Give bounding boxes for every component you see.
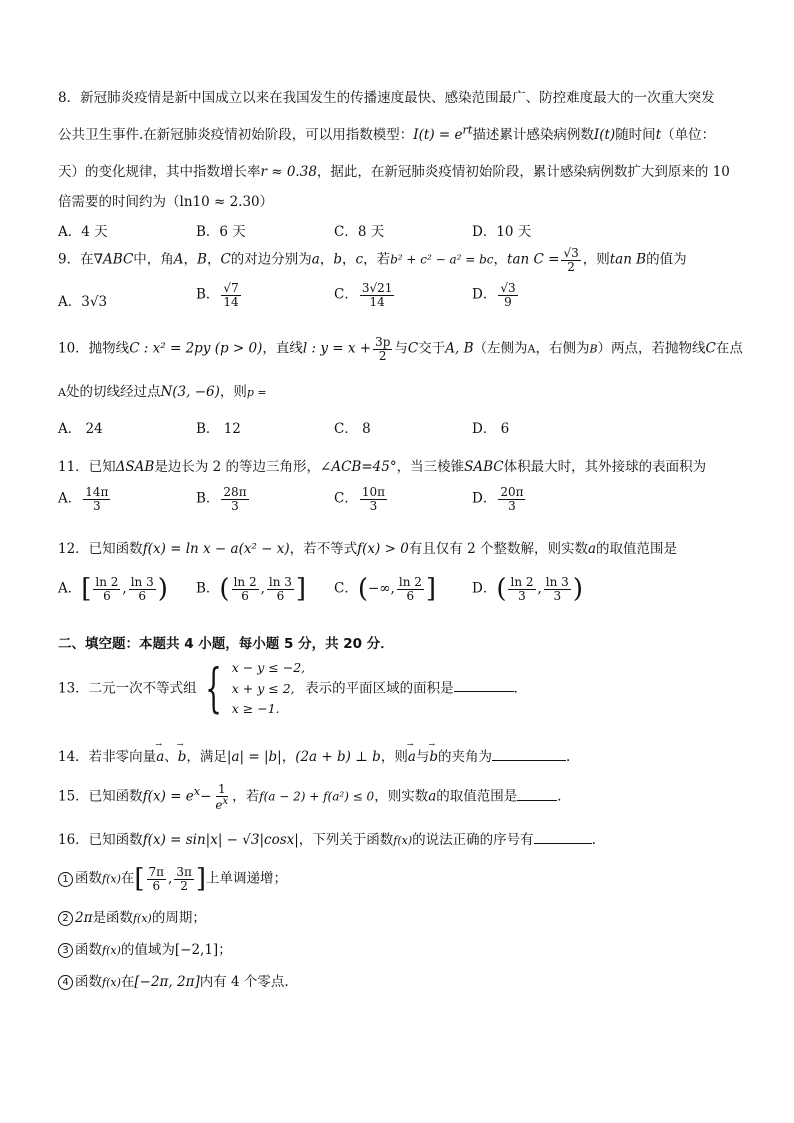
- q8-text: 描述累计感染病例数: [472, 127, 594, 143]
- circled-number-icon: 3: [58, 943, 73, 958]
- option-label: A．: [58, 490, 82, 507]
- frac-den: 6: [406, 588, 415, 603]
- q10-formula: N(3, −6): [160, 384, 220, 400]
- q14-formula: |a| = |b|: [226, 749, 282, 765]
- q14-formula: → b: [429, 749, 438, 765]
- q15-fraction: [213, 783, 230, 811]
- option-fraction: [129, 576, 156, 602]
- frac-num: √3: [563, 246, 579, 260]
- q8-text: ，据此，在新冠肺炎疫情初始阶段，累计感染病例数扩大到原来的 10: [316, 164, 730, 180]
- q14-stem: [58, 745, 570, 765]
- q9-option-d: [472, 282, 520, 308]
- q14-text: 与: [415, 749, 430, 765]
- q16-stem: [58, 828, 596, 848]
- q16-text: 是函数: [92, 910, 133, 926]
- q8-formula-exp: rt: [462, 123, 473, 137]
- frac-den: 2: [378, 348, 387, 363]
- frac-num: ln 3: [130, 575, 154, 589]
- q14-text: 14．若非零向量: [58, 749, 157, 765]
- frac-num: 20π: [500, 485, 524, 499]
- q11-option-c: [334, 486, 389, 512]
- option-label: B．: [196, 286, 220, 303]
- q10-text: ，则: [219, 384, 247, 400]
- q10-line-2: [58, 380, 267, 400]
- q9-formula: C: [220, 251, 231, 268]
- q15-text: ，则实数: [374, 788, 429, 805]
- q12-option-d: D．( $\frac{\ln 2}{3}$ , $\frac{\ln 3}{3}$ ): [472, 574, 583, 605]
- q15-formula: f(a − 2) + f(a²) ≤ 0: [259, 789, 375, 804]
- q16-text: .: [591, 832, 596, 848]
- q16-fraction: [174, 866, 194, 892]
- q9-text: ，: [183, 251, 198, 268]
- bracket: [: [81, 574, 92, 605]
- q12-text: ，若不等式: [289, 541, 358, 557]
- q9-formula: tan C =: [507, 251, 560, 268]
- q10-formula: p =: [246, 386, 267, 399]
- option-label: D．: [472, 286, 497, 303]
- q9-formula: A: [173, 251, 184, 268]
- q9-text: ，: [493, 251, 508, 268]
- circled-number-icon: 1: [58, 872, 73, 887]
- option-fraction: [498, 486, 525, 512]
- q11-formula: SABC: [464, 459, 504, 475]
- q15-formula: a: [428, 788, 437, 805]
- q14-formula: (2a + b) ⊥ b: [295, 749, 381, 765]
- option-label: B．: [196, 580, 220, 597]
- frac-den: 14: [223, 294, 239, 309]
- q10-text: （左侧为: [473, 340, 528, 357]
- q16-statement-2: [58, 906, 206, 926]
- q16-text: ，下列关于函数: [298, 832, 394, 848]
- q10-formula: C: [705, 340, 716, 357]
- q12-text: 的取值范围是: [596, 541, 678, 557]
- q16-statement-3: [58, 938, 232, 958]
- q16-text: 在: [120, 870, 135, 887]
- q8-text: （单位：: [661, 127, 716, 143]
- q12-text: 12．已知函数: [58, 541, 143, 557]
- q13-text: 13．二元一次不等式组: [58, 680, 197, 697]
- option-fraction: [221, 486, 248, 512]
- brace-icon: {: [204, 658, 222, 719]
- q9-formula: c: [355, 251, 364, 268]
- frac-den: 6: [103, 588, 111, 603]
- q16-formula: [−2,1]: [174, 942, 219, 958]
- q9-text: 9．在: [58, 251, 94, 268]
- q13-stem: [58, 658, 527, 720]
- frac-den: 3: [508, 498, 516, 513]
- q11-formula: ∠ACB=45°: [320, 459, 397, 475]
- option-label: A．: [58, 580, 82, 597]
- q9-formula: tan B: [609, 251, 647, 268]
- bracket: (: [219, 574, 230, 605]
- q9-option-b: [196, 282, 243, 308]
- frac-num: 3p: [375, 335, 391, 349]
- frac-den: 6: [241, 588, 249, 603]
- q16-formula: f(x): [132, 912, 152, 925]
- q10-formula: A: [58, 386, 66, 399]
- q10-text: ）两点，若抛物线: [597, 340, 706, 357]
- q10-formula: A: [527, 342, 536, 356]
- frac-num: ln 3: [545, 575, 569, 589]
- q14-text: ，: [281, 749, 296, 765]
- q8-option-c: C．8 天: [334, 224, 385, 240]
- answer-blank[interactable]: [517, 786, 557, 801]
- frac-num: ln 3: [268, 575, 292, 589]
- q16-text: 上单调递增；: [206, 870, 288, 887]
- q8-line-4: [58, 190, 273, 210]
- q9-text: 中，角: [133, 251, 174, 268]
- option-fraction: [498, 282, 517, 308]
- q15-text: ．: [557, 788, 571, 805]
- q16-text: 16．已知函数: [58, 832, 143, 848]
- q8-line-2: [58, 123, 715, 143]
- q9-formula: b: [333, 251, 343, 268]
- q11-text: 是边长为 2 的等边三角形，: [154, 459, 321, 475]
- q14-text: .: [566, 749, 571, 765]
- bracket: ): [572, 574, 583, 605]
- q9-text: ，: [319, 251, 334, 268]
- q8-line-1: [58, 86, 715, 106]
- q14-text: 、: [164, 749, 178, 765]
- q16-text: ；: [218, 942, 232, 958]
- frac-num: ln 2: [398, 575, 422, 589]
- inequality-row: x + y ≤ 2,: [231, 680, 295, 696]
- q9-text: ，则: [582, 251, 610, 268]
- q8-text: 倍需要的时间约为（: [58, 194, 180, 210]
- q10-text: 交于: [418, 340, 446, 357]
- q13-text: ．: [513, 680, 528, 697]
- option-fraction: [83, 486, 110, 512]
- answer-blank[interactable]: [534, 829, 592, 844]
- frac-num: 28π: [223, 485, 247, 499]
- option-label: B．: [196, 490, 220, 507]
- q10-text: 处的切线经过点: [65, 384, 161, 400]
- q10-formula: A, B: [445, 340, 474, 357]
- q9-fraction: [561, 247, 580, 273]
- q12-formula: a: [587, 541, 597, 557]
- q16-text: 的周期；: [151, 910, 206, 926]
- q14-formula: → a: [156, 749, 164, 765]
- bracket: ]: [295, 574, 307, 605]
- option-fraction: [267, 576, 294, 602]
- q8-text: 天）的变化规律，其中指数增长率: [58, 164, 261, 180]
- q12-stem: [58, 537, 677, 557]
- bracket: ]: [425, 574, 437, 605]
- q15-formula: f(x) = e: [142, 788, 194, 805]
- q12-option-c: [334, 574, 437, 605]
- frac-den: 6: [152, 878, 161, 893]
- frac-num: 14π: [85, 485, 109, 499]
- q16-statement-1: 1 函数f(x)在[ $\frac{7\pi}{6}$ , $\frac{3\pi}{2}$ ]上单调递增；: [58, 866, 287, 892]
- q8-option-a: A．4 天: [58, 224, 108, 240]
- q10-text: 与: [394, 340, 408, 357]
- frac-num: √3: [500, 281, 516, 295]
- q12-formula: f(x) = ln x − a(x² − x): [142, 541, 290, 557]
- section-heading: 二、填空题：本题共 4 小题，每小题 5 分，共 20 分．: [58, 636, 394, 652]
- answer-blank[interactable]: [454, 677, 514, 692]
- bracket: (: [496, 574, 507, 605]
- bracket: ): [157, 574, 168, 605]
- option-label: C．: [334, 490, 358, 507]
- frac-num: 7π: [148, 865, 165, 879]
- q8-formula: I(t) = e: [413, 127, 463, 143]
- frac-den: 3: [518, 588, 526, 603]
- frac-den: 3: [369, 498, 378, 513]
- q11-stem: [58, 455, 706, 475]
- q12-option-b: B．( $\frac{\ln 2}{6}$ , $\frac{\ln 3}{6}$ ]: [196, 574, 307, 605]
- q10-text: 在点: [715, 340, 743, 357]
- option-fraction: [221, 282, 240, 308]
- frac-den: 14: [369, 294, 385, 309]
- q9-formula: B: [197, 251, 207, 268]
- q13-text: 表示的平面区域的面积是: [305, 680, 454, 697]
- q8-formula: r ≈ 0.38: [260, 164, 317, 180]
- q11-text: ，当三棱锥: [396, 459, 465, 475]
- q8-text: 公共卫生事件.在新冠肺炎疫情初始阶段，可以用指数模型：: [58, 127, 414, 143]
- frac-num: 1: [217, 782, 226, 796]
- q11-text: 体积最大时，其外接球的表面积为: [503, 459, 707, 475]
- q13-inequality-system: [197, 658, 305, 720]
- q8-text: 8．新冠肺炎疫情是新中国成立以来在我国发生的传播速度最快、感染范围最广、防控难度最大的一次重大突发: [58, 90, 715, 106]
- q9-text: ，: [342, 251, 356, 268]
- q9-stem: [58, 247, 687, 273]
- q8-text: 随时间: [615, 127, 656, 143]
- q8-option-b: B．6 天: [196, 224, 246, 240]
- frac-den: [213, 797, 230, 812]
- frac-den: 3: [231, 498, 239, 513]
- q10-formula: l : y = x +: [302, 340, 372, 357]
- frac-den-exp: x: [222, 795, 229, 807]
- q11-option-a: [58, 486, 112, 512]
- q11-option-d: [472, 486, 527, 512]
- frac-den-base: e: [215, 797, 223, 812]
- q11-formula: ΔSAB: [115, 459, 155, 475]
- q8-formula: t: [655, 127, 662, 143]
- q16-formula: 2π: [75, 910, 93, 926]
- option-label: C．: [334, 580, 358, 597]
- q15-stem: [58, 783, 571, 811]
- option-fraction: [508, 576, 535, 602]
- q16-fraction: [147, 866, 167, 892]
- q9-text: ，: [206, 251, 221, 268]
- q16-text: 内有 4 个零点.: [199, 974, 289, 990]
- circled-number-icon: 4: [58, 975, 73, 990]
- q10-formula: C : x² = 2py (p > 0): [129, 340, 263, 357]
- q9-text: 的值为: [646, 251, 687, 268]
- frac-num: ln 2: [233, 575, 257, 589]
- bracket: ]: [195, 864, 207, 895]
- option-value: 3√3: [81, 294, 108, 310]
- q16-text: 在: [120, 974, 135, 990]
- q15-formula: −: [200, 788, 212, 805]
- frac-den: 6: [276, 588, 285, 603]
- q10-fraction: [373, 336, 392, 362]
- q14-text: 的夹角为: [438, 749, 493, 765]
- q9-formula: a: [311, 251, 320, 268]
- frac-den: 2: [567, 259, 575, 274]
- q16-formula: [−2π, 2π]: [134, 974, 200, 990]
- option-label: C．: [334, 286, 358, 303]
- answer-blank[interactable]: [492, 746, 566, 761]
- q15-formula-exp: x: [193, 785, 201, 799]
- option-fraction: [544, 576, 571, 602]
- q10-option-d: D． 6: [472, 421, 510, 437]
- q8-formula: ln10 ≈ 2.30: [179, 194, 260, 210]
- q16-formula: f(x): [102, 944, 121, 957]
- q9-option-a: [58, 290, 107, 310]
- q16-text: 的说法正确的序号有: [412, 832, 534, 848]
- option-fraction: [232, 576, 259, 602]
- option-value: −∞,: [368, 580, 395, 597]
- q8-text: ）: [259, 194, 274, 210]
- frac-den: 3: [553, 588, 562, 603]
- q16-text: 的值域为: [120, 942, 175, 958]
- q9-text: 的对边分别为: [230, 251, 312, 268]
- circled-number-icon: 2: [58, 911, 73, 926]
- q9-formula: ∇ABC: [93, 251, 134, 268]
- option-fraction: [93, 576, 120, 602]
- frac-den: 6: [138, 588, 147, 603]
- q8-line-3: [58, 160, 730, 180]
- q10-formula: B: [589, 342, 598, 356]
- q11-text: 11．已知: [58, 459, 116, 475]
- q16-text: 函数: [75, 974, 102, 990]
- option-fraction: [397, 576, 424, 602]
- q16-formula: f(x): [102, 872, 121, 886]
- bracket: (: [357, 574, 368, 605]
- q16-formula: f(x): [102, 976, 121, 989]
- q9-option-c: [334, 282, 396, 308]
- q14-formula: → a: [408, 749, 416, 765]
- q10-text: ，直线: [262, 340, 303, 357]
- q9-formula: b² + c² − a² = bc: [390, 252, 494, 267]
- inequality-row: x − y ≤ −2,: [231, 660, 306, 675]
- q15-text: ，若: [232, 788, 260, 805]
- q15-text: 的取值范围是: [436, 788, 518, 805]
- option-fraction: [360, 486, 387, 512]
- q9-text: ，若: [363, 251, 391, 268]
- q15-text: 15．已知函数: [58, 788, 143, 805]
- q10-option-a: A． 24: [58, 421, 103, 437]
- frac-den: 3: [93, 498, 101, 513]
- q12-option-a: A．[ $\frac{\ln 2}{6}$ , $\frac{\ln 3}{6}$ ): [58, 574, 168, 605]
- inequality-row: x ≥ −1.: [231, 701, 280, 717]
- q14-text: ，满足: [186, 749, 227, 765]
- frac-num: 3π: [176, 865, 192, 879]
- q10-option-c: C． 8: [334, 421, 371, 437]
- frac-den: 2: [180, 878, 188, 893]
- q12-text: 有且仅有 2 个整数解，则实数: [408, 541, 588, 557]
- q16-text: 函数: [75, 942, 102, 958]
- q14-text: ，则: [380, 749, 408, 765]
- q8-formula: I(t): [593, 127, 616, 143]
- frac-num: √7: [223, 281, 239, 295]
- q10-formula: C: [407, 340, 419, 357]
- q10-option-b: B． 12: [196, 421, 241, 437]
- q10-line-1: [58, 336, 743, 362]
- frac-num: ln 2: [510, 575, 534, 589]
- option-label: A．: [58, 294, 82, 310]
- q16-statement-4: [58, 970, 289, 990]
- q12-formula: f(x) > 0: [357, 541, 409, 557]
- q11-option-b: [196, 486, 251, 512]
- frac-num: ln 2: [95, 575, 119, 589]
- bracket: [: [134, 864, 145, 895]
- option-label: D．: [472, 580, 497, 597]
- q16-text: 函数: [75, 870, 102, 887]
- q14-formula: → b: [178, 749, 187, 765]
- option-label: D．: [472, 490, 497, 507]
- q16-formula: f(x) = sin|x| − √3|cosx|: [142, 832, 299, 848]
- option-fraction: [360, 282, 395, 308]
- q10-text: 10．抛物线: [58, 340, 130, 357]
- q10-text: ，右侧为: [535, 340, 590, 357]
- q16-formula: f(x): [393, 834, 413, 847]
- frac-den: 9: [504, 294, 512, 309]
- frac-num: 3√21: [361, 281, 393, 295]
- q8-option-d: D．10 天: [472, 224, 532, 240]
- frac-num: 10π: [361, 485, 385, 499]
